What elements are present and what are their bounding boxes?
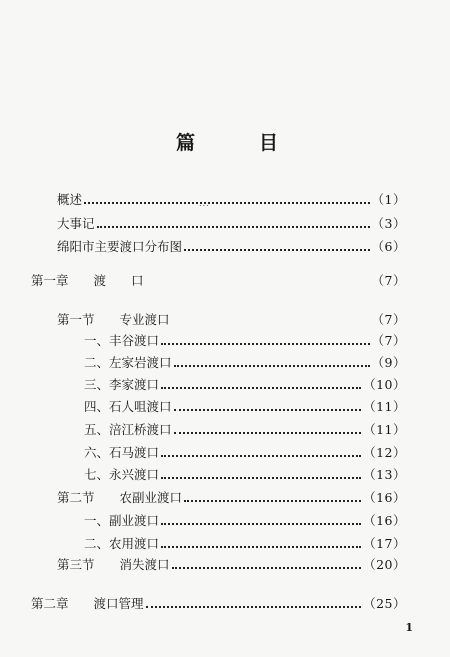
dot-leader	[161, 523, 361, 525]
dot-leader	[184, 500, 361, 502]
dot-leader	[174, 409, 362, 411]
page-number: 1	[405, 621, 413, 634]
toc-label: 四、石人咀渡口	[84, 399, 172, 414]
dot-leader	[161, 546, 361, 548]
toc-label: 一、丰谷渡口	[84, 333, 160, 348]
toc-page: （12）	[363, 445, 406, 460]
toc-entry-chronicle[interactable]	[57, 215, 406, 233]
toc-label: 第一章 渡 口	[31, 273, 144, 288]
title-char-2: 目	[259, 132, 279, 154]
toc-page: （13）	[363, 467, 406, 482]
toc-entry-section-1[interactable]	[57, 311, 406, 329]
toc-label: 第二节 农副业渡口	[57, 490, 183, 505]
toc-label: 六、石马渡口	[84, 445, 160, 460]
toc-page: （20）	[363, 557, 406, 572]
toc-page: （1）	[371, 192, 406, 207]
toc-entry-ferry-map[interactable]	[57, 238, 406, 256]
toc-page: （17）	[363, 536, 406, 551]
toc-page: （16）	[363, 490, 406, 505]
toc-label: 二、左家岩渡口	[84, 355, 172, 370]
toc-label: 第二章 渡口管理	[31, 596, 144, 611]
dot-leader	[161, 387, 361, 389]
toc-page: （7）	[371, 333, 406, 348]
toc-label: 绵阳市主要渡口分布图	[57, 239, 183, 254]
toc-page: （7）	[371, 273, 406, 288]
dot-leader	[184, 249, 370, 251]
toc-page: （9）	[371, 355, 406, 370]
dot-leader	[97, 226, 370, 228]
toc-page: （16）	[363, 513, 406, 528]
toc-entry-lijia[interactable]	[84, 376, 406, 394]
toc-label: 七、永兴渡口	[84, 467, 160, 482]
dot-leader	[84, 202, 370, 204]
dot-leader	[146, 606, 362, 608]
toc-entry-chapter-1[interactable]	[31, 272, 406, 290]
toc-entry-zuojiayan[interactable]	[84, 354, 406, 372]
toc-label: 五、涪江桥渡口	[84, 422, 172, 437]
toc-page: （25）	[363, 596, 406, 611]
dot-leader	[161, 477, 361, 479]
toc-entry-fujiangqiao[interactable]	[84, 421, 406, 439]
toc-label: 三、李家渡口	[84, 377, 160, 392]
toc-label: 大事记	[57, 216, 95, 231]
toc-page: （11）	[363, 399, 406, 414]
center-mark: ...	[199, 199, 210, 208]
toc-label: 概述	[57, 192, 83, 207]
toc-label: 第三节 消失渡口	[57, 557, 170, 572]
toc-entry-yongxing[interactable]	[84, 466, 406, 484]
toc-entry-chapter-2[interactable]	[31, 595, 406, 613]
toc-page: （10）	[363, 377, 406, 392]
toc-entry-fenggu[interactable]	[84, 332, 406, 350]
toc-entry-nongyong[interactable]	[84, 535, 406, 553]
toc-entry-overview[interactable]	[57, 191, 406, 209]
toc-label: 二、农用渡口	[84, 536, 160, 551]
dot-leader	[174, 365, 370, 367]
toc-entry-section-2[interactable]	[57, 489, 406, 507]
dot-leader	[174, 432, 362, 434]
dot-leader	[161, 455, 361, 457]
toc-label: 第一节 专业渡口	[57, 312, 170, 327]
toc-entry-fuye[interactable]	[84, 512, 406, 530]
toc-page: （11）	[363, 422, 406, 437]
dot-leader	[172, 567, 362, 569]
toc-page: （7）	[371, 312, 406, 327]
toc-entry-shirenju[interactable]	[84, 398, 406, 416]
toc-label: 一、副业渡口	[84, 513, 160, 528]
dot-leader	[161, 343, 370, 345]
toc-entry-shima[interactable]	[84, 444, 406, 462]
toc-page: （3）	[371, 216, 406, 231]
toc-entry-section-3[interactable]	[57, 556, 406, 574]
toc-page: （6）	[371, 239, 406, 254]
title-char-1: 篇	[176, 132, 196, 154]
